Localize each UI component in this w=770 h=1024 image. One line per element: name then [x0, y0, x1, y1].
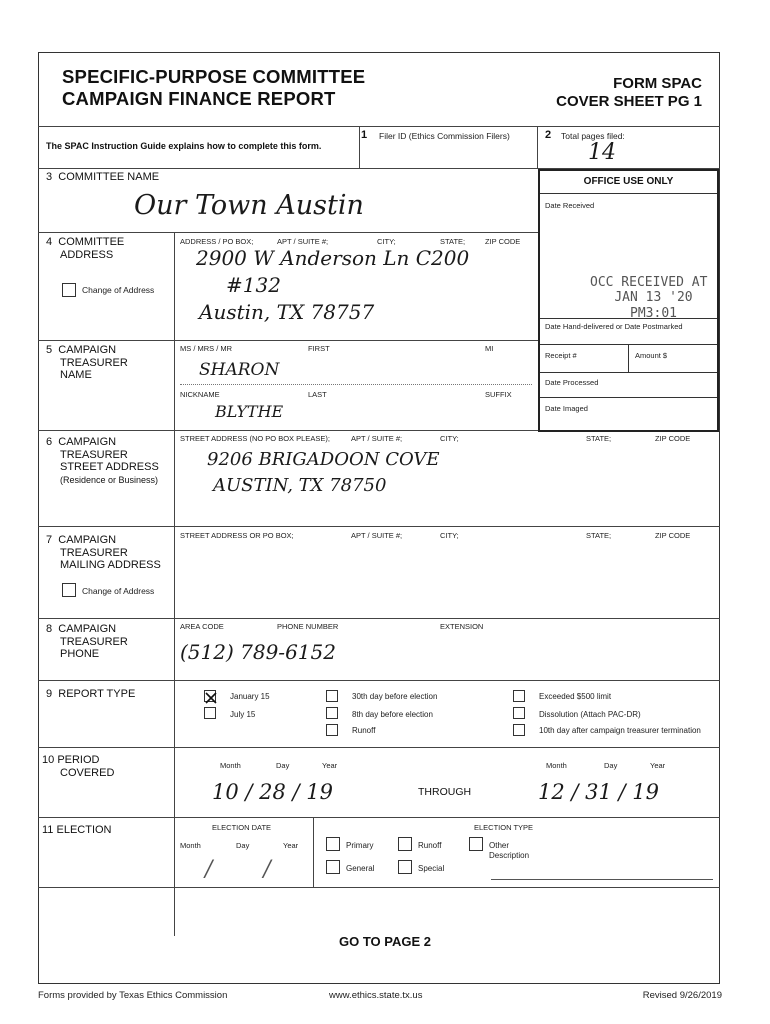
divider: [38, 340, 538, 341]
election-label: [42, 824, 112, 837]
election-date-value[interactable]: / /: [205, 857, 293, 882]
8th-day-checkbox[interactable]: [326, 707, 338, 719]
section-label: ADDRESS: [60, 248, 114, 261]
change-of-address-checkbox[interactable]: [62, 583, 76, 597]
8th-day-label: 8th day before election: [352, 710, 433, 719]
filer-id-label: Filer ID (Ethics Commission Filers): [379, 131, 510, 141]
divider: [313, 817, 314, 887]
section-label: COVERED: [60, 766, 115, 779]
divider: [540, 372, 717, 373]
treasurer-street-line1[interactable]: 9206 BRIGADOON COVE: [207, 449, 440, 470]
section-number: 4: [46, 236, 53, 248]
january-15-label: January 15: [230, 692, 270, 701]
date-received-label: Date Received: [545, 201, 595, 210]
report-type-label: [46, 688, 135, 701]
form-title-line1: SPECIFIC-PURPOSE COMMITTEE: [62, 66, 366, 87]
col-day: Day: [604, 761, 618, 770]
section-label: MAILING ADDRESS: [60, 559, 161, 571]
section-label: TREASURER: [60, 635, 128, 648]
field-number: 1: [361, 129, 368, 141]
col-day: Day: [276, 761, 290, 770]
10th-day-label: 10th day after campaign treasurer termination: [539, 726, 701, 735]
change-of-address-checkbox[interactable]: [62, 283, 76, 297]
col-month: Month: [180, 841, 201, 850]
col-day: Day: [236, 841, 250, 850]
change-of-address-label: Change of Address: [82, 586, 155, 596]
col-area-code: AREA CODE: [180, 622, 224, 631]
runoff-label: Runoff: [418, 841, 442, 850]
other-description-field[interactable]: [491, 879, 713, 880]
special-checkbox[interactable]: [398, 860, 412, 874]
divider: [38, 526, 720, 527]
divider: [38, 126, 720, 127]
col-last: LAST: [308, 390, 327, 399]
committee-address-line2[interactable]: #132: [226, 273, 281, 297]
section-number: 8: [46, 623, 53, 635]
section-label: CAMPAIGN: [58, 436, 117, 448]
col-apt: APT / SUITE #;: [351, 531, 403, 540]
divider: [38, 887, 720, 888]
section-label: REPORT TYPE: [58, 688, 136, 700]
col-state: STATE;: [440, 237, 466, 246]
primary-label: Primary: [346, 841, 374, 850]
divider: [359, 126, 360, 168]
30th-day-checkbox[interactable]: [326, 690, 338, 702]
section-label: ELECTION: [56, 824, 112, 836]
treasurer-phone-label: [46, 623, 128, 661]
committee-address-line3[interactable]: Austin, TX 78757: [199, 300, 375, 324]
change-of-address-label: Change of Address: [82, 285, 155, 295]
divider: [38, 232, 538, 233]
10th-day-checkbox[interactable]: [513, 724, 525, 736]
description-label: Description: [489, 851, 530, 860]
col-year: Year: [650, 761, 666, 770]
period-to-value[interactable]: 12 / 31 / 19: [538, 780, 660, 804]
section-number: 9: [46, 688, 53, 700]
section-number: 3: [46, 171, 53, 183]
col-month: Month: [220, 761, 241, 770]
divider: [628, 344, 629, 372]
col-mi: MI: [485, 344, 494, 353]
col-zip: ZIP CODE: [655, 531, 691, 540]
other-description-label: [489, 841, 529, 861]
col-state: STATE;: [586, 531, 612, 540]
col-phone: PHONE NUMBER: [277, 622, 339, 631]
period-from-value[interactable]: 10 / 28 / 19: [212, 780, 334, 804]
section-label: TREASURER: [60, 448, 128, 461]
treasurer-phone-value[interactable]: (512) 789-6152: [180, 640, 336, 664]
runoff-label: Runoff: [352, 726, 376, 735]
divider: [537, 126, 538, 168]
section-label: COMMITTEE NAME: [58, 171, 160, 183]
divider: [180, 384, 532, 385]
runoff-checkbox[interactable]: [326, 724, 338, 736]
col-city: CITY;: [440, 434, 459, 443]
col-address: ADDRESS / PO BOX;: [180, 237, 254, 246]
col-city: CITY;: [440, 531, 459, 540]
form-title-line2: CAMPAIGN FINANCE REPORT: [62, 88, 336, 109]
cover-sheet-label: COVER SHEET PG 1: [556, 93, 702, 110]
col-year: Year: [322, 761, 338, 770]
section-label: STREET ADDRESS: [60, 461, 159, 473]
section-label: PERIOD: [57, 754, 100, 766]
footer-revised: Revised 9/26/2019: [642, 990, 722, 1001]
filer-id-field[interactable]: [362, 145, 534, 163]
treasurer-street-line2[interactable]: AUSTIN, TX 78750: [213, 475, 387, 496]
col-suffix: SUFFIX: [485, 390, 512, 399]
col-street: STREET ADDRESS (NO PO BOX PLEASE);: [180, 434, 330, 443]
primary-checkbox[interactable]: [326, 837, 340, 851]
runoff-checkbox[interactable]: [398, 837, 412, 851]
footer-website: www.ethics.state.tx.us: [329, 990, 423, 1001]
divider: [38, 747, 720, 748]
other-label: Other: [489, 841, 510, 850]
col-zip: ZIP CODE: [655, 434, 691, 443]
divider: [540, 397, 717, 398]
col-extension: EXTENSION: [440, 622, 484, 631]
total-pages-label: Total pages filed:: [561, 131, 625, 141]
dissolution-checkbox[interactable]: [513, 707, 525, 719]
section-label: (Residence or Business): [60, 474, 159, 485]
exceeded-500-checkbox[interactable]: [513, 690, 525, 702]
col-state: STATE;: [586, 434, 612, 443]
section-number: 11: [42, 824, 54, 836]
divider: [38, 817, 720, 818]
election-type-label: ELECTION TYPE: [474, 823, 534, 832]
total-pages-value[interactable]: 14: [588, 140, 616, 165]
instruction-text: The SPAC Instruction Guide explains how to complete this form.: [46, 141, 322, 151]
divider: [174, 232, 175, 936]
section-number: 6: [46, 436, 53, 448]
section-number: 5: [46, 344, 53, 356]
divider: [38, 680, 720, 681]
col-apt: APT / SUITE #;: [351, 434, 403, 443]
committee-address-line1[interactable]: 2900 W Anderson Ln C200: [196, 246, 470, 270]
col-apt: APT / SUITE #;: [277, 237, 329, 246]
form-id: FORM SPAC: [613, 75, 702, 92]
period-covered-label: [42, 754, 114, 779]
committee-name-label: [46, 171, 159, 184]
july-15-checkbox[interactable]: [204, 707, 216, 719]
go-to-page-2: GO TO PAGE 2: [339, 934, 431, 949]
section-number: 10: [42, 754, 55, 766]
divider: [540, 318, 717, 319]
section-label: PHONE: [60, 648, 100, 660]
section-label: COMMITTEE: [58, 236, 125, 248]
field-number: 2: [545, 129, 552, 141]
other-checkbox[interactable]: [469, 837, 483, 851]
col-street: STREET ADDRESS OR PO BOX;: [180, 531, 294, 540]
january-15-checkbox[interactable]: [204, 690, 216, 702]
election-date-label: ELECTION DATE: [212, 823, 272, 832]
july-15-label: July 15: [230, 710, 256, 719]
footer-left: Forms provided by Texas Ethics Commission: [38, 990, 228, 1001]
divider: [38, 618, 720, 619]
section-label: TREASURER: [60, 546, 128, 559]
special-label: Special: [418, 864, 445, 873]
col-month: Month: [546, 761, 567, 770]
col-zip: ZIP CODE: [485, 237, 521, 246]
section-label: CAMPAIGN: [58, 534, 117, 546]
section-label: TREASURER: [60, 356, 128, 369]
col-nickname: NICKNAME: [180, 390, 220, 399]
office-use-heading: OFFICE USE ONLY: [540, 171, 717, 194]
30th-day-label: 30th day before election: [352, 692, 438, 701]
through-label: THROUGH: [418, 786, 472, 798]
section-label: NAME: [60, 369, 92, 381]
received-stamp-line2: JAN 13 '20 PM3:01: [614, 290, 693, 321]
check-x-icon: [205, 692, 217, 704]
office-use-box: [538, 169, 719, 432]
receipt-label: Receipt #: [545, 351, 577, 360]
treasurer-mailing-label: [46, 534, 161, 572]
dissolution-label: Dissolution (Attach PAC-DR): [539, 710, 641, 719]
treasurer-first-name[interactable]: SHARON: [199, 360, 280, 380]
section-label: CAMPAIGN: [58, 623, 117, 635]
general-checkbox[interactable]: [326, 860, 340, 874]
treasurer-name-label: [46, 344, 128, 382]
treasurer-last-name[interactable]: BLYTHE: [215, 402, 284, 421]
date-imaged-label: Date Imaged: [545, 404, 588, 413]
exceeded-500-label: Exceeded $500 limit: [539, 692, 612, 701]
committee-address-label: [46, 236, 124, 261]
col-city: CITY;: [377, 237, 396, 246]
treasurer-street-label: [46, 436, 159, 486]
received-stamp-line1: OCC RECEIVED AT: [590, 275, 708, 290]
section-number: 7: [46, 534, 53, 546]
section-label: CAMPAIGN: [58, 344, 117, 356]
date-hand-delivered-label: Date Hand-delivered or Date Postmarked: [545, 322, 683, 331]
amount-label: Amount $: [635, 351, 668, 360]
general-label: General: [346, 864, 375, 873]
committee-name-value[interactable]: Our Town Austin: [134, 190, 364, 221]
col-title: MS / MRS / MR: [180, 344, 233, 353]
date-processed-label: Date Processed: [545, 378, 599, 387]
col-year: Year: [283, 841, 299, 850]
col-first: FIRST: [308, 344, 330, 353]
